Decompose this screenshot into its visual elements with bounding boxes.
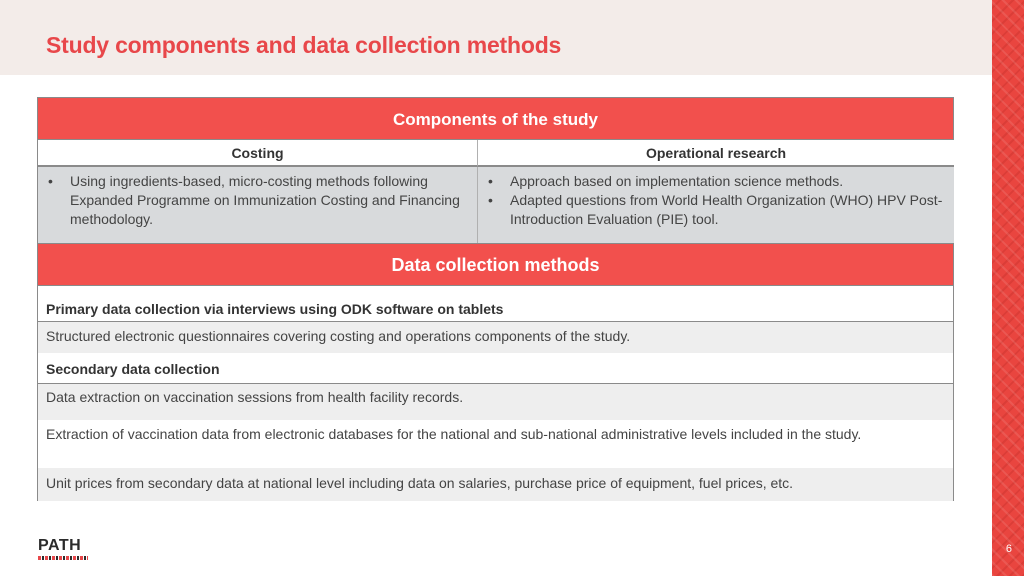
bullet-icon: • [48, 173, 53, 189]
logo-text: PATH [38, 537, 82, 554]
secondary-data-item: Extraction of vaccination data from electronic databases for the national and sub-national administrative levels included in the study. [38, 420, 953, 468]
slide-title: Study components and data collection methods [46, 32, 562, 58]
costing-column-header: Costing [38, 140, 478, 167]
list-item-text: Adapted questions from World Health Organization (WHO) HPV Post-Introduction Evaluation (PIE) tool. [510, 192, 943, 227]
components-header: Components of the study [38, 98, 953, 140]
secondary-data-item: Unit prices from secondary data at national level including data on salaries, purchase price of equipment, fuel prices, etc. [38, 468, 953, 501]
operational-research-cell [478, 167, 954, 243]
primary-data-item: Structured electronic questionnaires covering costing and operations components of the study. [38, 322, 953, 353]
operational-research-column-header: Operational research [478, 140, 954, 167]
data-collection-header: Data collection methods [38, 243, 953, 286]
secondary-data-heading: Secondary data collection [38, 353, 953, 384]
costing-cell [38, 167, 478, 243]
list-item [488, 191, 944, 229]
primary-data-heading: Primary data collection via interviews using ODK software on tablets [38, 286, 953, 322]
path-logo [38, 538, 90, 560]
decorative-side-strip [992, 0, 1024, 576]
list-item [488, 172, 944, 191]
list-item [48, 172, 467, 229]
secondary-data-item: Data extraction on vaccination sessions from health facility records. [38, 384, 953, 420]
study-table [37, 97, 954, 501]
list-item-text: Approach based on implementation science methods. [510, 173, 844, 189]
page-number: 6 [1005, 543, 1012, 555]
bullet-icon: • [488, 192, 493, 208]
path-logo-icon [38, 556, 88, 560]
bullet-icon: • [488, 173, 493, 189]
operational-research-bullet-list [488, 172, 944, 229]
list-item-text: Using ingredients-based, micro-costing methods following Expanded Programme on Immunization Costing and Financing methodology. [70, 173, 460, 227]
costing-bullet-list [48, 172, 467, 229]
